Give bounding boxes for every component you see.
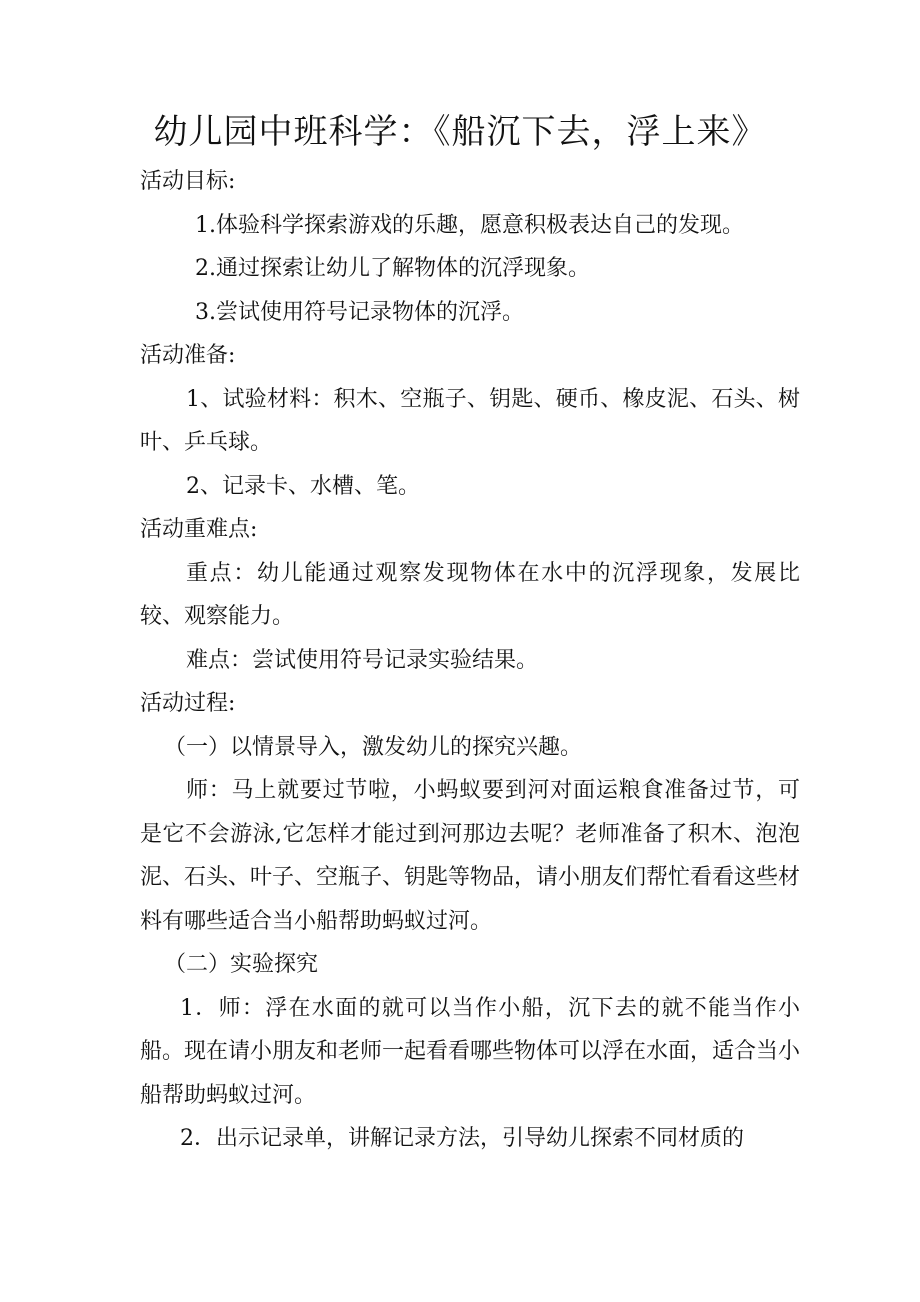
document-body xyxy=(140,160,800,1161)
process-step2-item2: 2．出示记录单，讲解记录方法，引导幼儿探索不同材质的 xyxy=(180,1126,744,1151)
focus-heading: 活动重难点: xyxy=(140,517,258,542)
document-title: 幼儿园中班科学：《船沉下去，浮上来》 xyxy=(153,112,767,152)
process-step1-title: （一）以情景导入，激发幼儿的探究兴趣。 xyxy=(164,734,583,760)
prep-item-2: 2、记录卡、水槽、笔。 xyxy=(186,473,420,499)
goal-item-2: 2.通过探索让幼儿了解物体的沉浮现象。 xyxy=(195,256,590,281)
process-heading: 活动过程: xyxy=(140,691,236,716)
process-step2-item1: 1．师：浮在水面的就可以当作小船，沉下去的就不能当作小船。现在请小朋友和老师一起看看哪些物体可以浮在水面，适合当小船帮助蚂蚁过河。 xyxy=(140,995,801,1108)
focus-difficulty: 难点：尝试使用符号记录实验结果。 xyxy=(186,647,539,673)
goals-heading: 活动目标: xyxy=(140,169,236,194)
goal-item-1: 1.体验科学探索游戏的乐趣，愿意积极表达自己的发现。 xyxy=(195,212,744,238)
prep-item-1: 1、试验材料：积木、空瓶子、钥匙、硬币、橡皮泥、石头、树叶、乒乓球。 xyxy=(140,386,800,455)
focus-key-point: 重点：幼儿能通过观察发现物体在水中的沉浮现象，发展比较、观察能力。 xyxy=(140,560,800,629)
process-step2-title: （二）实验探究 xyxy=(164,952,319,977)
goal-item-3: 3.尝试使用符号记录物体的沉浮。 xyxy=(195,299,524,325)
process-step1-text: 师：马上就要过节啦，小蚂蚁要到河对面运粮食准备过节，可是它不会游泳,它怎样才能过到河那边去呢？老师准备了积木、泡泡泥、石头、叶子、空瓶子、钥匙等物品，请小朋友们帮忙看看这些材料有哪些适合当小船帮助蚂蚁过河。 xyxy=(140,778,801,934)
prep-heading: 活动准备: xyxy=(140,343,236,368)
